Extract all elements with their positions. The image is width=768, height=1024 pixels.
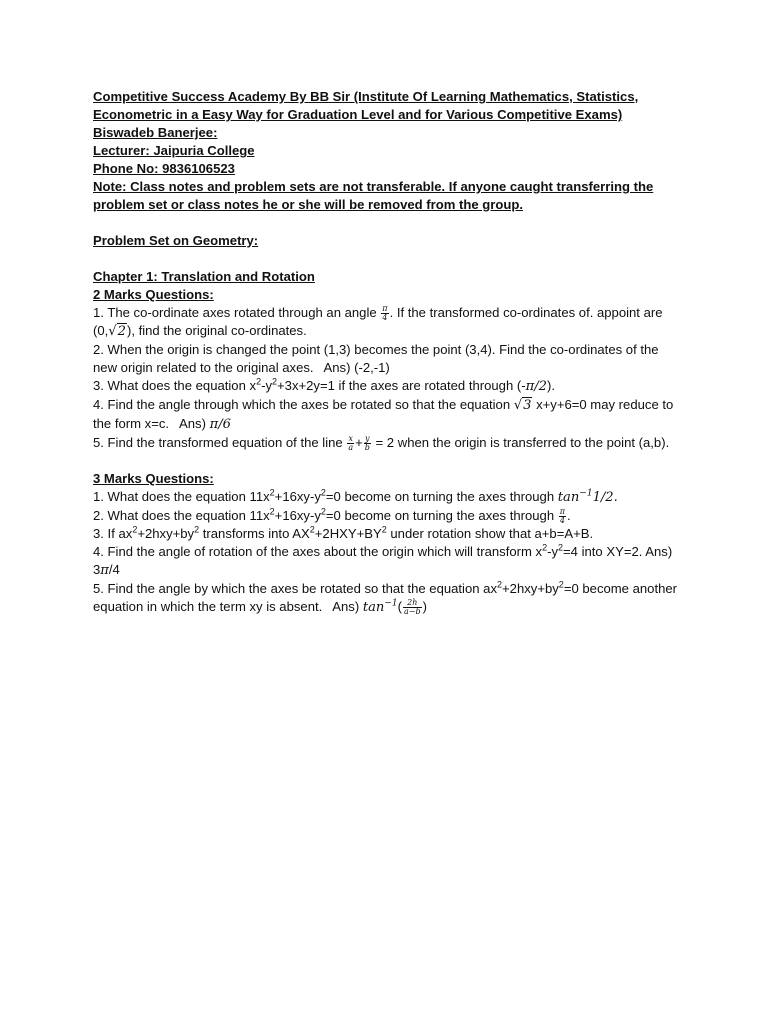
three-marks-q2: 2. What does the equation $11x^2+16xy-y^2=0$ become on turning the axes through $\frac{\pi}{4}$ . [93,506,571,526]
answer: Ans) (-2,-1) [323,360,390,376]
two-marks-q1: 1. The co-ordinate axes rotated through an angle $\frac{\pi}{4}$ . If the transformed co-ordinates of. appoint are (0,√2), find the original co-ordinates. [93,304,663,340]
academy-title: Competitive Success Academy By BB Sir (Institute Of Learning Mathematics, Statistics, Econometric in a Easy Way for Graduation Level and for Various Competitive Exams) [93,89,639,122]
two-marks-q5: 5. Find the transformed equation of the line $\frac{x}{a}$ + $\frac{y}{b}$ = 2 when the origin is transferred to the point (a,b). [93,434,670,453]
three-marks-heading: 3 Marks Questions: [93,471,214,487]
phone-number: Phone No: 9836106523 [93,161,235,176]
problem-set-title: Problem Set on Geometry: [93,233,259,248]
three-marks-q3: 3. If $ax^2+2hxy+by^2$ transforms into $AX^2+2HXY+BY^2$ under rotation show that a+b=A+B. [93,524,594,542]
answer: Ans) π/6 [179,416,231,433]
lecturer-info: Lecturer: Jaipuria College [93,143,255,158]
chapter-title: Chapter 1: Translation and Rotation [93,269,315,284]
two-marks-q3: 3. What does the equation $x^2-y^2+3x+2y=1$ if the axes are rotated through (-π/2). [93,376,555,395]
author-name: Biswadeb Banerjee: [93,125,218,140]
sqrt-3: √3 [513,398,532,414]
three-marks-q1: 1. What does the equation $11x^2+16xy-y^2=0$ become on turning the axes through $\tan^{-1}1/2$. [93,487,618,506]
answer: Ans) $\tan^{-1}$( $\frac{2h}{a-b}$ ) [332,598,427,617]
three-marks-q4: 4. Find the angle of rotation of the axes about the origin which will transform $x^2-y^2=4$ into XY=2. Ans) 3π/4 [93,542,673,579]
fraction-pi-over-4: $\frac{\pi}{4}$ [382,304,388,323]
two-marks-q4: 4. Find the angle through which the axes be rotated so that the equation √3 x+y+6=0 may reduce to the form x=c. Ans) π/6 [93,397,674,433]
document-page [93,88,678,617]
transfer-note: Note: Class notes and problem sets are not transferable. If anyone caught transferring the problem set or class notes he or she will be removed from the group. [93,179,654,212]
three-marks-q5: 5. Find the angle by which the axes be rotated so that the equation $ax^2+2hxy+by^2=0$ become another equation in which the term xy is absent. Ans) $\tan^{-1}$( $\frac{2h}{a-b}$ ) [93,579,678,617]
two-marks-q2: 2. When the origin is changed the point (1,3) becomes the point (3,4). Find the co-ordinates of the new origin related to the original axes. Ans) (-2,-1) [93,342,659,376]
sqrt-2: √2 [108,324,126,340]
two-marks-heading: 2 Marks Questions: [93,287,214,302]
header-block [93,88,678,214]
